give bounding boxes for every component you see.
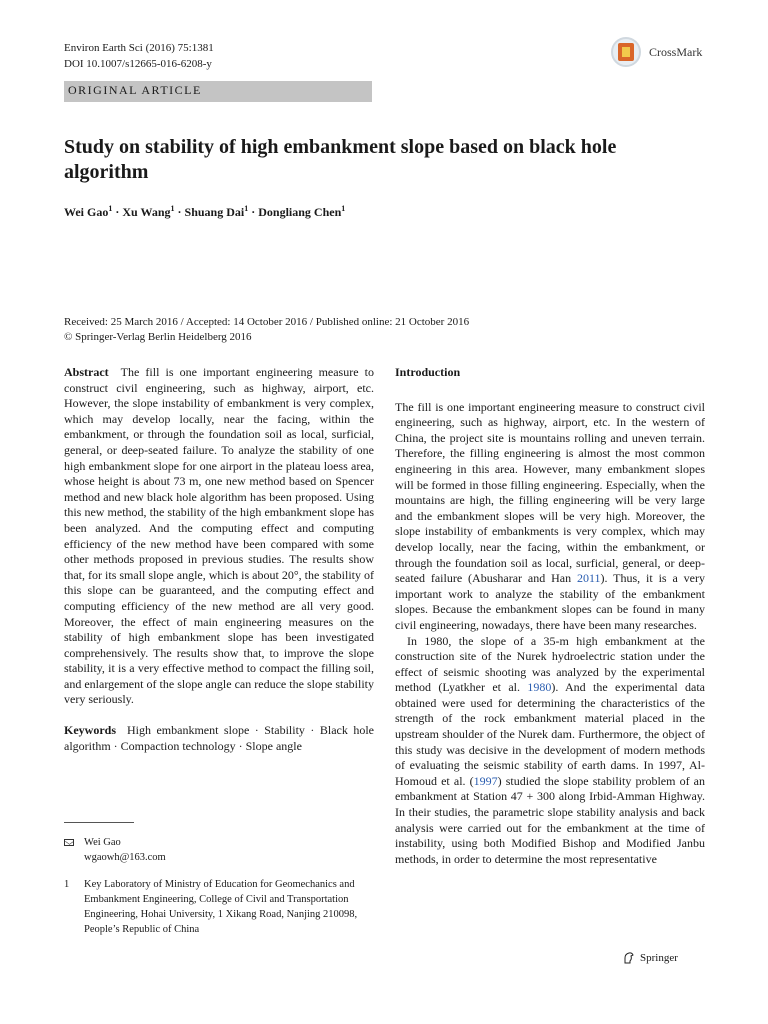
envelope-icon <box>64 839 74 846</box>
intro-paragraph-1 <box>395 400 705 634</box>
citation-link[interactable]: 1980 <box>527 680 552 695</box>
author-separator: · <box>112 205 123 219</box>
intro-text: In 1980, the slope of a 35-m high embankment at the construction site of the Nurek hydroelectric station under the effect of seismic shooting was analyzed by the experimental method (Lyatkher et al. <box>395 633 705 695</box>
author-separator: · <box>248 205 259 219</box>
intro-text: ). Thus, it is a very important work to analyze the stability of the embankment slopes. Because the embankment slopes can be found in many civil engineering, nowadays, there have been many researches. <box>395 571 705 632</box>
journal-line: Environ Earth Sci (2016) 75:1381 <box>64 42 214 54</box>
intro-paragraph-2 <box>395 634 705 868</box>
left-column <box>64 365 374 754</box>
affiliation-number: 1 <box>64 879 70 890</box>
author[interactable]: Wei Gao <box>64 205 109 219</box>
citation-link[interactable]: 1997 <box>473 773 498 788</box>
right-column <box>395 365 705 867</box>
springer-horse-icon <box>622 951 636 965</box>
affiliation <box>64 877 374 937</box>
publisher-logo <box>622 951 678 965</box>
crossmark-badge[interactable] <box>611 32 721 72</box>
author-contact <box>64 835 374 937</box>
contact-email[interactable]: wgaowh@163.com <box>84 852 166 863</box>
author[interactable]: Dongliang Chen <box>258 205 342 219</box>
intro-text: ) studied the slope stability problem of an embankment at Station 47 + 300 along Irbid-Amman Highway. In their studies, the parametric slope stability analysis and back analysis were carried out for the embankment at the time of instability, using both Modified Bishop and Modified Janbu methods, in order to determine the most representative <box>395 773 705 866</box>
journal-citation <box>64 40 214 72</box>
author[interactable]: Xu Wang <box>122 205 171 219</box>
publication-dates <box>64 315 469 345</box>
article-type-bar <box>64 81 372 102</box>
author[interactable]: Shuang Dai <box>184 205 245 219</box>
author-affil-sup: 1 <box>341 204 346 213</box>
crossmark-label: CrossMark <box>649 44 703 59</box>
corresponding-author <box>64 835 374 865</box>
author-affil-sup: 1 <box>108 204 113 213</box>
abstract-label: Abstract <box>64 365 109 379</box>
keywords <box>64 723 374 754</box>
abstract <box>64 365 374 708</box>
author-list <box>64 204 345 220</box>
keywords-text: High embankment slope · Stability · Black hole algorithm · Compaction technology · Slope angle <box>64 723 375 753</box>
article-type: ORIGINAL ARTICLE <box>68 83 202 97</box>
author-separator: · <box>174 205 185 219</box>
crossmark-icon <box>611 37 641 67</box>
received-dates: Received: 25 March 2016 / Accepted: 14 October 2016 / Published online: 21 October 2016 <box>64 316 470 328</box>
copyright: © Springer-Verlag Berlin Heidelberg 2016 <box>64 331 252 343</box>
author-affil-sup: 1 <box>170 204 175 213</box>
contact-name: Wei Gao <box>84 837 121 848</box>
intro-text: The fill is one important engineering measure to construct civil engineering, such as highway, airport, etc. In the western of China, the project site is mountains rolling and uneven terrain. Therefore, the filling engineering is almost the most common engineering in this area. However, many embankment slopes will be formed in those filling engineering. Especially, when the mountains are high, the filling engineering will be very large and the embankment slopes will be very high. Moreover, the slope instability of embankments is very complex, which may develop locally, near the facing, within the embankment, or through the foundation soil as local, surficial, general, or deep-seated failure (Abusharar and Han <box>395 399 705 586</box>
publisher-name: Springer <box>640 952 678 964</box>
affiliation-text: Key Laboratory of Ministry of Education for Geomechanics and Embankment Engineering, College of Civil and Transportation Engineering, Hohai University, 1 Xikang Road, Nanjing 210098, People’s Republic of China <box>84 879 358 935</box>
intro-text: ). And the experimental data obtained were used for determining the characteristics of the strength of the rock embankment material placed in the upstream shoulder of the Nurek dam. Furthermore, the object of this study was decisive in the development of modern methods of evaluating the seismic stability of earth dams. In 1997, Al-Homoud et al. ( <box>395 680 705 788</box>
paper-title: Study on stability of high embankment slope based on black hole algorithm <box>64 136 617 183</box>
doi-line: DOI 10.1007/s12665-016-6208-y <box>64 58 212 70</box>
keywords-label: Keywords <box>64 723 116 738</box>
introduction-heading: Introduction <box>395 365 461 379</box>
author-affil-sup: 1 <box>244 204 249 213</box>
footnote-rule <box>64 822 134 823</box>
abstract-text: The fill is one important engineering measure to construct civil engineering, such as highway, airport, etc. However, the slope instability of embankment is very complex, which may develop locally, near the facing, within the embankment, or through the foundation soil as local, surficial, general, or deep-seated failure. To analyze the stability of one high embankment slope for one airport in the plateau loess area, whose height is about 73 m, one new method based on Spencer method and new black hole algorithm has been proposed. Using this new method, the stability of the high embankment slope has been analyzed. And the computing effect and computing efficiency of the new method have been compared with some other methods proposed in previous studies. The results show that, for its small slope angle, which is about 20°, the stability of this slope can be guaranteed, and the computing effect and computing efficiency of the new method are all very good. Moreover, the effect of main engineering measures on the stability of high embankment slope has been investigated comprehensively. The results show that, to improve the slope stability, it is a very effective method to compact the filling soil, and enlargement of the slope angle can reduce the slope stability very seriously. <box>64 365 374 707</box>
citation-link[interactable]: 2011 <box>576 571 601 586</box>
